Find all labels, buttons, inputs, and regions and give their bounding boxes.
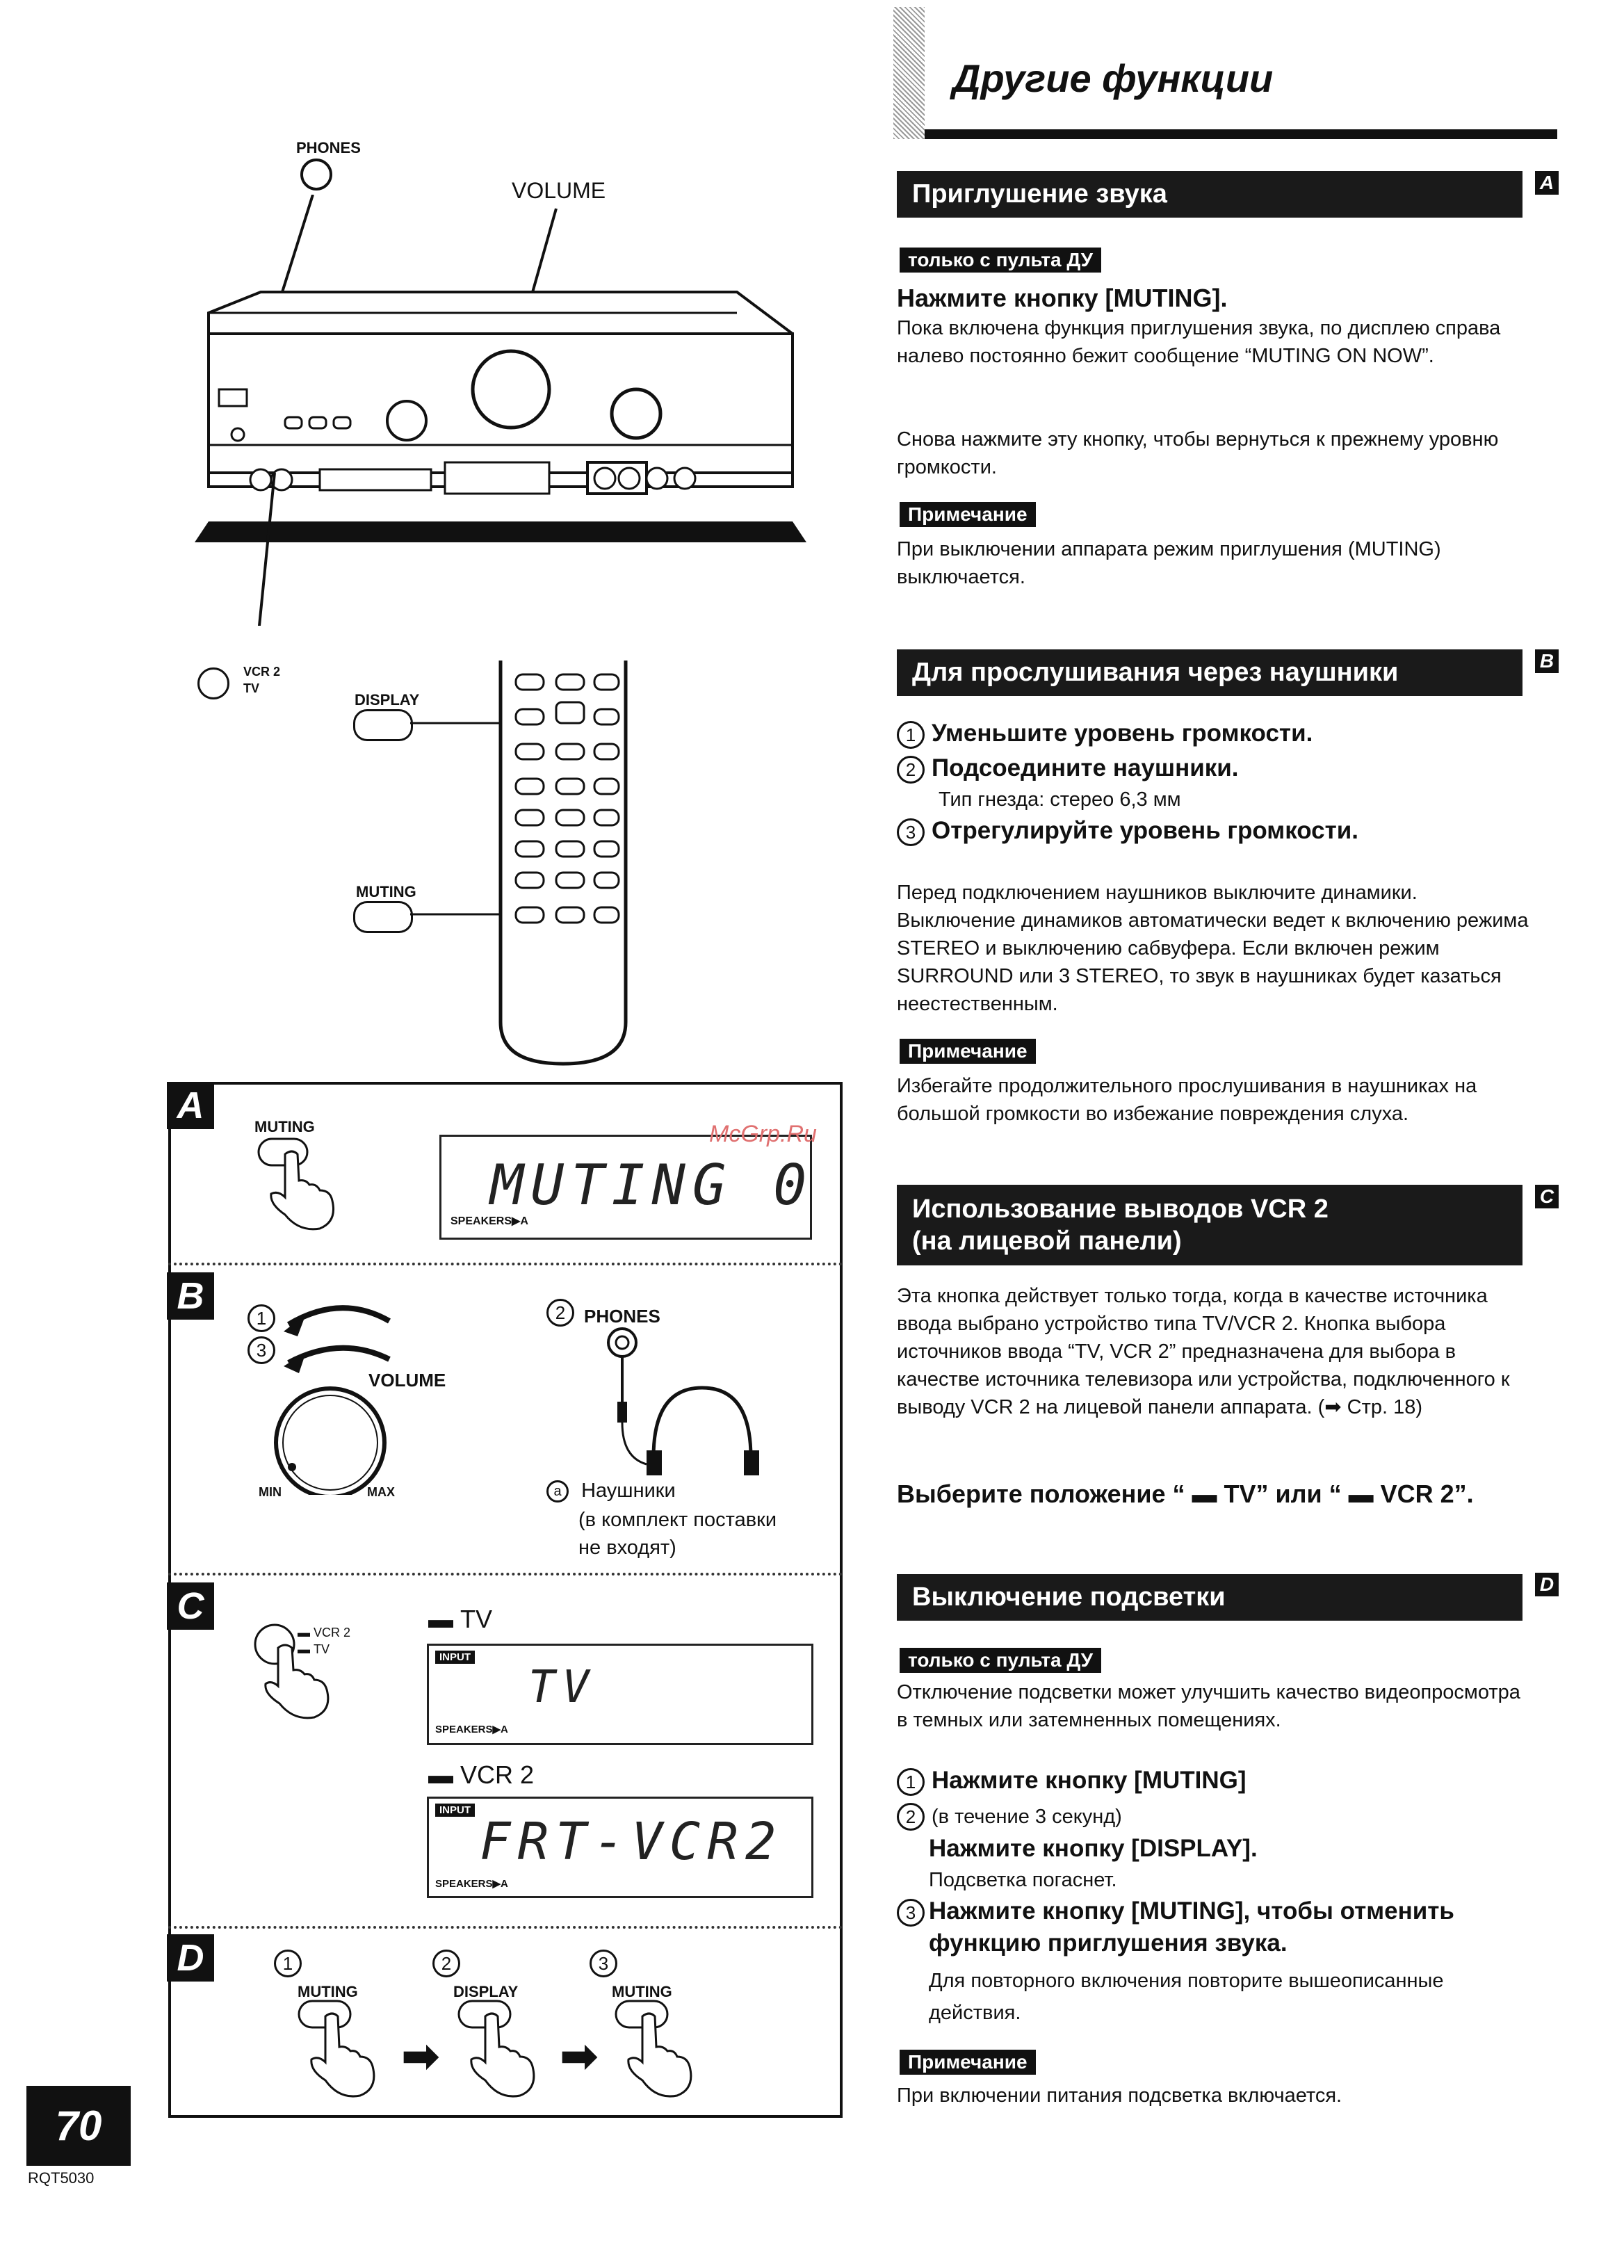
headphones-caption: a Наушники (546, 1480, 676, 1502)
phones-jack-icon (300, 159, 332, 191)
section-a-header (897, 171, 1522, 218)
section-a-letter: A (1535, 171, 1559, 195)
lcd-tv-text: TV (528, 1662, 596, 1713)
min-label: MIN (259, 1485, 282, 1499)
panel-divider (168, 1573, 843, 1576)
section-c-subtitle: (на лицевой панели) (912, 1226, 1182, 1256)
vcr-tv-switch-icon (197, 667, 229, 699)
lcd-muting-text: MUTING 0 (490, 1153, 814, 1217)
muting-restore-text: Снова нажмите эту кнопку, чтобы вернуться к прежнему уровню громкости. (897, 428, 1499, 478)
display-label: DISPLAY (355, 691, 420, 708)
note-tag: Примечание (900, 2050, 1036, 2075)
step-number-icon: 2 (897, 756, 925, 784)
document-code: RQT5030 (28, 2169, 95, 2187)
step-number-icon: 3 (897, 818, 925, 846)
panel-d-display-label: DISPLAY (453, 1983, 519, 2000)
step-number-icon: 1 (897, 1768, 925, 1796)
step-number-icon: 1 (897, 721, 925, 749)
remote-only-tag: только с пульта ДУ (900, 1648, 1101, 1673)
hand-press-icon (250, 1135, 348, 1239)
vcr2-heading: ▬ VCR 2 (428, 1760, 535, 1789)
vcr2-description: Эта кнопка действует только тогда, когда в качестве источника ввода выбрано устройство типа TV/VCR 2. Кнопка выбора источников ввода “TV, VCR 2” предназначена для выбора в качестве источника телевизора или устройства, подключенного к выводу VCR 2 на лицевой панели аппарата. (➡ Стр. 18) (897, 1285, 1510, 1418)
section-a-title: Приглушение звука (912, 179, 1167, 209)
hand-press-icon (452, 1998, 549, 2109)
page-title: Другие функции (952, 56, 1274, 100)
vcr2-label: VCR 2 (243, 665, 281, 679)
muting-instruction: Нажмите кнопку [MUTING]. (897, 284, 1228, 312)
muting-note: При выключении аппарата режим приглушения (MUTING) выключается. (897, 538, 1441, 588)
step-number-icon: 3 (897, 1899, 925, 1927)
panel-d-muting-label: MUTING (298, 1983, 358, 2000)
headphones-note: Избегайте продолжительного прослушивания в наушниках на большой громкости во избежание повреждения слуха. (897, 1075, 1477, 1125)
note-tag: Примечание (900, 1039, 1036, 1064)
panel-a-letter: A (167, 1082, 214, 1129)
hand-press-icon (609, 1998, 706, 2109)
arrow-right-icon: ➡ (560, 2031, 598, 2081)
arrow-right-icon: ➡ (402, 2031, 439, 2081)
section-c-title: Использование выводов VCR 2 (912, 1194, 1329, 1224)
muting-label: MUTING (356, 883, 416, 900)
panel-divider (168, 1926, 843, 1929)
panel-d-letter: D (167, 1934, 214, 1982)
lcd-vcr2-text: FRT-VCR2 (480, 1812, 783, 1872)
page-number: 70 (26, 2086, 131, 2166)
headphones-step-3: 3 Отрегулируйте уровень громкости. (897, 815, 1536, 847)
panel-d-step-2: 2 (432, 1950, 467, 1977)
backlight-step-1: 1 Нажмите кнопку [MUTING] (897, 1765, 1536, 1797)
section-b-title: Для прослушивания через наушники (912, 658, 1399, 687)
input-indicator: INPUT (435, 1804, 475, 1817)
panel-c-vcr2-label: ▬ VCR 2 (298, 1626, 351, 1639)
section-b-header (897, 649, 1522, 696)
speakers-indicator: SPEAKERS▶A (435, 1878, 508, 1890)
backlight-step-2-instruction: Нажмите кнопку [DISPLAY]. (929, 1835, 1258, 1862)
panel-d-muting-label-2: MUTING (612, 1983, 672, 2000)
section-c-letter: C (1535, 1185, 1559, 1208)
step-number-icon: 2 (897, 1803, 925, 1831)
speakers-indicator: SPEAKERS▶A (435, 1724, 508, 1735)
panel-d-step-3: 3 (590, 1950, 624, 1977)
headphones-caption-line-2: (в комплект поставки (578, 1509, 777, 1531)
phones-label: PHONES (296, 139, 361, 156)
title-stripe (893, 7, 925, 139)
max-label: MAX (367, 1485, 395, 1499)
panel-divider (168, 1263, 843, 1265)
remote-only-tag: только с пульта ДУ (900, 248, 1101, 273)
headphones-caption-line-3: не входят) (578, 1537, 676, 1559)
volume-label: VOLUME (512, 178, 606, 203)
panel-b-letter: B (167, 1272, 214, 1320)
input-indicator: INPUT (435, 1651, 475, 1664)
section-c-header (897, 1185, 1522, 1265)
backlight-step-2: 2 (в течение 3 секунд) (897, 1799, 1536, 1831)
backlight-repeat-text: Для повторного включения повторите вышеописанные действия. (929, 1970, 1444, 2024)
backlight-description: Отключение подсветки может улучшить качество видеопросмотра в темных или затемненных помещениях. (897, 1681, 1520, 1731)
volume-knob-illustration (257, 1293, 417, 1495)
hand-press-icon (292, 1998, 389, 2109)
panel-b-step-3: 3 (247, 1336, 282, 1364)
headphones-description: Перед подключением наушников выключите динамики. Выключение динамиков автоматически ведет к включению режима STEREO и выключению сабвуфера. Если включен режим SURROUND или 3 STEREO, то звук в наушниках будет казаться неестественным. (897, 882, 1529, 1015)
jack-type-text: Тип гнезда: стерео 6,3 мм (939, 788, 1181, 811)
tv-label: TV (243, 681, 260, 695)
note-tag: Примечание (900, 502, 1036, 527)
panel-c-tv-label: ▬ TV (298, 1642, 330, 1656)
section-d-header (897, 1574, 1522, 1621)
panel-c-letter: C (167, 1582, 214, 1630)
section-d-title: Выключение подсветки (912, 1582, 1226, 1612)
remote-control-illustration (403, 661, 681, 1078)
panel-b-step-2: 2 (546, 1299, 581, 1327)
section-b-letter: B (1535, 649, 1559, 673)
watermark: McGrp.Ru (709, 1121, 817, 1147)
headphones-step-2: 2 Подсоедините наушники. (897, 752, 1536, 784)
vcr2-instruction: Выберите положение “ ▬ TV” или “ ▬ VCR 2”. (897, 1480, 1474, 1508)
receiver-illustration (195, 195, 820, 626)
panel-a-muting-label: MUTING (254, 1118, 315, 1135)
tv-heading: ▬ TV (428, 1605, 493, 1633)
backlight-step-3-instruction: Нажмите кнопку [MUTING], чтобы отменить функцию приглушения звука. (929, 1897, 1454, 1957)
speakers-indicator: SPEAKERS▶A (450, 1215, 528, 1227)
headphones-illustration (598, 1325, 779, 1485)
headphones-step-1: 1 Уменьшите уровень громкости. (897, 718, 1536, 750)
muting-description: Пока включена функция приглушения звука, по дисплею справа налево постоянно бежит сообщение “MUTING ON NOW”. (897, 317, 1501, 367)
panel-b-step-1: 1 (247, 1304, 282, 1332)
title-rule (925, 129, 1557, 139)
backlight-note: При включении питания подсветка включается. (897, 2084, 1342, 2107)
panel-d-step-1: 1 (274, 1950, 309, 1977)
backlight-off-text: Подсветка погаснет. (929, 1869, 1117, 1891)
panel-b-volume-label: VOLUME (368, 1370, 446, 1391)
section-d-letter: D (1535, 1573, 1559, 1596)
panel-b-phones-label: PHONES (584, 1306, 660, 1327)
